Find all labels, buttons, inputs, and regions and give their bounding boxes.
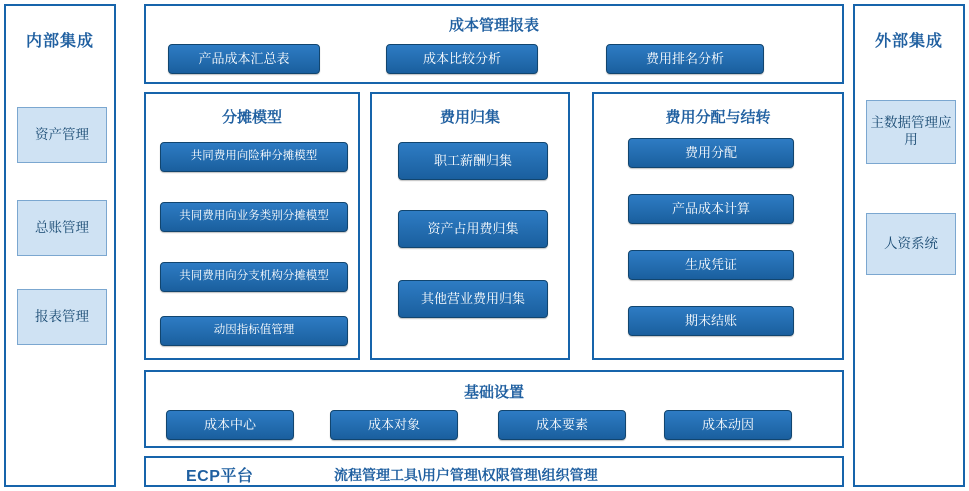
cost-report-panel bbox=[144, 4, 844, 84]
external-item-master-data-app[interactable]: 主数据管理应用 bbox=[866, 100, 956, 164]
report-item-expense-ranking[interactable]: 费用排名分析 bbox=[606, 44, 764, 74]
cost-report-title: 成本管理报表 bbox=[448, 17, 539, 34]
internal-integration-title: 内部集成 bbox=[25, 33, 94, 50]
base-settings-panel bbox=[144, 370, 844, 448]
external-integration-title: 外部集成 bbox=[874, 33, 943, 50]
internal-item-report-management[interactable]: 报表管理 bbox=[17, 289, 107, 345]
base-item-cost-center[interactable]: 成本中心 bbox=[166, 410, 294, 440]
internal-item-general-ledger[interactable]: 总账管理 bbox=[17, 200, 107, 256]
ecp-platform-label: ECP平台 bbox=[186, 468, 254, 485]
distribution-item-expense-allocation[interactable]: 费用分配 bbox=[628, 138, 794, 168]
ecp-platform-bar bbox=[144, 456, 844, 487]
base-item-cost-driver[interactable]: 成本动因 bbox=[664, 410, 792, 440]
expense-distribution-panel bbox=[592, 92, 844, 360]
ecp-platform-modules: 流程管理工具\用户管理\权限管理\组织管理 bbox=[334, 467, 598, 483]
base-item-cost-element[interactable]: 成本要素 bbox=[498, 410, 626, 440]
center-region bbox=[140, 4, 844, 487]
distribution-item-product-cost-calculation[interactable]: 产品成本计算 bbox=[628, 194, 794, 224]
internal-integration-column bbox=[4, 4, 116, 487]
allocation-item-by-business-category[interactable]: 共同费用向业务类别分摊模型 bbox=[160, 202, 348, 232]
external-integration-column bbox=[853, 4, 965, 487]
allocation-item-by-insurance-type[interactable]: 共同费用向险种分摊模型 bbox=[160, 142, 348, 172]
report-item-product-cost-summary[interactable]: 产品成本汇总表 bbox=[168, 44, 320, 74]
base-settings-title: 基础设置 bbox=[463, 384, 524, 401]
allocation-item-driver-index-management[interactable]: 动因指标值管理 bbox=[160, 316, 348, 346]
allocation-item-by-branch[interactable]: 共同费用向分支机构分摊模型 bbox=[160, 262, 348, 292]
distribution-item-generate-voucher[interactable]: 生成凭证 bbox=[628, 250, 794, 280]
allocation-model-panel bbox=[144, 92, 360, 360]
internal-item-asset-management[interactable]: 资产管理 bbox=[17, 107, 107, 163]
allocation-model-title: 分摊模型 bbox=[221, 109, 282, 126]
external-item-hr-system[interactable]: 人资系统 bbox=[866, 213, 956, 275]
gather-item-other-operating-expense[interactable]: 其他营业费用归集 bbox=[398, 280, 548, 318]
report-item-cost-comparison[interactable]: 成本比较分析 bbox=[386, 44, 538, 74]
expense-gathering-panel bbox=[370, 92, 570, 360]
gather-item-employee-compensation[interactable]: 职工薪酬归集 bbox=[398, 142, 548, 180]
distribution-item-period-end-closing[interactable]: 期末结账 bbox=[628, 306, 794, 336]
expense-distribution-title: 费用分配与结转 bbox=[665, 109, 771, 126]
expense-gathering-title: 费用归集 bbox=[439, 109, 500, 126]
base-item-cost-object[interactable]: 成本对象 bbox=[330, 410, 458, 440]
gather-item-asset-occupancy-fee[interactable]: 资产占用费归集 bbox=[398, 210, 548, 248]
